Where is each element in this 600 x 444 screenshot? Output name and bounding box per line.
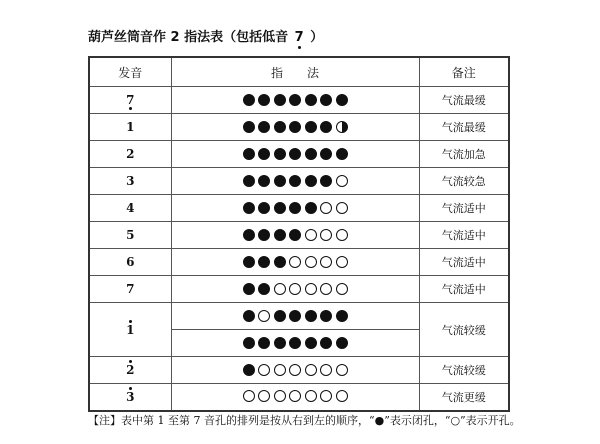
remark-cell: 气流较缓	[419, 357, 509, 384]
pitch-label: 2	[126, 147, 135, 161]
closed-hole-icon	[289, 94, 301, 106]
pitch-label: 1	[126, 120, 135, 134]
footnote: 【注】表中第 1 至第 7 音孔的排列是按从右到左的顺序，“●”表示闭孔，“○”表示开孔。	[88, 414, 521, 427]
closed-hole-icon	[258, 229, 270, 241]
remark-cell: 气流适中	[419, 276, 509, 303]
closed-hole-icon	[305, 148, 317, 160]
hole-row	[243, 337, 348, 349]
hole-row	[243, 175, 348, 187]
closed-hole-icon	[305, 121, 317, 133]
open-hole-icon	[320, 390, 332, 402]
fingering-cell	[171, 168, 419, 195]
open-hole-icon	[258, 390, 270, 402]
pitch-cell	[89, 168, 171, 195]
remark-cell: 气流最缓	[419, 87, 509, 114]
open-hole-icon	[336, 175, 348, 187]
fingering-cell	[171, 357, 419, 384]
closed-hole-icon	[320, 121, 332, 133]
closed-hole-icon	[243, 310, 255, 322]
closed-hole-icon	[258, 337, 270, 349]
remark-cell: 气流最缓	[419, 114, 509, 141]
closed-hole-icon	[258, 94, 270, 106]
fingering-cell	[171, 384, 419, 411]
table-row	[89, 249, 509, 276]
pitch-label: 4	[126, 201, 135, 215]
closed-hole-icon	[258, 256, 270, 268]
open-hole-icon	[336, 364, 348, 376]
closed-hole-icon	[289, 121, 301, 133]
pitch-cell	[89, 303, 171, 357]
open-hole-icon	[320, 202, 332, 214]
fingering-cell	[171, 303, 419, 330]
closed-hole-icon	[243, 229, 255, 241]
table-body	[89, 87, 509, 411]
closed-hole-icon	[243, 337, 255, 349]
pitch-label: 3	[126, 389, 135, 404]
pitch-label: 5	[126, 228, 135, 242]
title-prefix: 葫芦丝筒音作 2 指法表（包括低音	[88, 30, 289, 45]
closed-hole-icon	[274, 148, 286, 160]
closed-hole-icon	[243, 202, 255, 214]
pitch-cell	[89, 141, 171, 168]
closed-hole-icon	[305, 337, 317, 349]
pitch-cell	[89, 87, 171, 114]
open-hole-icon	[289, 283, 301, 295]
table-row	[89, 303, 509, 330]
closed-hole-icon	[336, 337, 348, 349]
hole-row	[243, 148, 348, 160]
hole-row	[243, 229, 348, 241]
table-row	[89, 276, 509, 303]
hole-row	[243, 390, 348, 402]
table-row	[89, 384, 509, 411]
hole-row	[243, 121, 348, 133]
closed-hole-icon	[274, 121, 286, 133]
open-hole-icon	[305, 256, 317, 268]
pitch-label: 2	[126, 363, 135, 377]
closed-hole-icon	[305, 94, 317, 106]
open-hole-icon	[305, 229, 317, 241]
remark-cell: 气流加急	[419, 141, 509, 168]
closed-hole-icon	[336, 148, 348, 160]
pitch-label: 6	[126, 255, 135, 269]
fingering-cell	[171, 222, 419, 249]
table-row	[89, 114, 509, 141]
closed-hole-icon	[289, 202, 301, 214]
pitch-cell	[89, 249, 171, 276]
fingering-cell	[171, 195, 419, 222]
pitch-label: 7	[126, 282, 135, 296]
closed-hole-icon	[243, 283, 255, 295]
remark-cell: 气流适中	[419, 222, 509, 249]
pitch-cell	[89, 357, 171, 384]
remark-cell: 气流较缓	[419, 303, 509, 357]
open-hole-icon	[320, 364, 332, 376]
pitch-label: 1	[126, 322, 135, 337]
remark-cell: 气流较急	[419, 168, 509, 195]
open-hole-icon	[336, 390, 348, 402]
header-fingering: 指 法	[171, 57, 419, 87]
pitch-label: 7	[126, 93, 135, 107]
closed-hole-icon	[289, 229, 301, 241]
closed-hole-icon	[258, 202, 270, 214]
closed-hole-icon	[274, 175, 286, 187]
closed-hole-icon	[320, 310, 332, 322]
closed-hole-icon	[336, 94, 348, 106]
table-row	[89, 141, 509, 168]
open-hole-icon	[258, 310, 270, 322]
open-hole-icon	[320, 256, 332, 268]
closed-hole-icon	[243, 148, 255, 160]
fingering-cell	[171, 330, 419, 357]
table-row	[89, 357, 509, 384]
remark-cell: 气流更缓	[419, 384, 509, 411]
pitch-cell	[89, 384, 171, 411]
open-hole-icon	[305, 364, 317, 376]
closed-hole-icon	[274, 94, 286, 106]
hole-row	[243, 364, 348, 376]
closed-hole-icon	[243, 256, 255, 268]
open-hole-icon	[289, 390, 301, 402]
hole-row	[243, 94, 348, 106]
pitch-cell	[89, 222, 171, 249]
table-row	[89, 87, 509, 114]
closed-hole-icon	[320, 148, 332, 160]
open-hole-icon	[243, 390, 255, 402]
half-hole-icon	[336, 121, 348, 133]
pitch-cell	[89, 195, 171, 222]
fingering-cell	[171, 114, 419, 141]
open-hole-icon	[305, 283, 317, 295]
closed-hole-icon	[243, 94, 255, 106]
open-hole-icon	[320, 283, 332, 295]
hole-row	[243, 256, 348, 268]
closed-hole-icon	[243, 175, 255, 187]
title-low-note: 7	[294, 30, 304, 45]
closed-hole-icon	[258, 175, 270, 187]
closed-hole-icon	[320, 337, 332, 349]
closed-hole-icon	[305, 175, 317, 187]
header-pitch: 发音	[89, 57, 171, 87]
open-hole-icon	[289, 364, 301, 376]
fingering-cell	[171, 141, 419, 168]
closed-hole-icon	[274, 202, 286, 214]
table-row	[89, 195, 509, 222]
open-hole-icon	[289, 256, 301, 268]
closed-hole-icon	[289, 310, 301, 322]
pitch-cell	[89, 276, 171, 303]
hole-row	[243, 202, 348, 214]
closed-hole-icon	[258, 148, 270, 160]
fingering-table	[88, 56, 510, 412]
open-hole-icon	[258, 364, 270, 376]
open-hole-icon	[305, 390, 317, 402]
page-title	[88, 26, 323, 46]
remark-cell: 气流适中	[419, 195, 509, 222]
open-hole-icon	[274, 364, 286, 376]
title-suffix: ）	[310, 30, 324, 45]
closed-hole-icon	[289, 148, 301, 160]
closed-hole-icon	[258, 121, 270, 133]
hole-row	[243, 283, 348, 295]
closed-hole-icon	[336, 310, 348, 322]
table-row	[89, 168, 509, 195]
closed-hole-icon	[243, 121, 255, 133]
closed-hole-icon	[305, 202, 317, 214]
open-hole-icon	[336, 202, 348, 214]
fingering-cell	[171, 87, 419, 114]
closed-hole-icon	[274, 229, 286, 241]
open-hole-icon	[336, 256, 348, 268]
fingering-cell	[171, 249, 419, 276]
closed-hole-icon	[274, 337, 286, 349]
open-hole-icon	[274, 283, 286, 295]
fingering-cell	[171, 276, 419, 303]
open-hole-icon	[336, 283, 348, 295]
open-hole-icon	[274, 390, 286, 402]
remark-cell: 气流适中	[419, 249, 509, 276]
closed-hole-icon	[320, 94, 332, 106]
closed-hole-icon	[305, 310, 317, 322]
hole-row	[243, 310, 348, 322]
pitch-cell	[89, 114, 171, 141]
closed-hole-icon	[258, 283, 270, 295]
closed-hole-icon	[289, 175, 301, 187]
table-row	[89, 222, 509, 249]
header-remark: 备注	[419, 57, 509, 87]
open-hole-icon	[320, 229, 332, 241]
closed-hole-icon	[289, 337, 301, 349]
header-row	[89, 57, 509, 87]
pitch-label: 3	[126, 174, 135, 188]
closed-hole-icon	[243, 364, 255, 376]
closed-hole-icon	[274, 256, 286, 268]
closed-hole-icon	[274, 310, 286, 322]
closed-hole-icon	[320, 175, 332, 187]
open-hole-icon	[336, 229, 348, 241]
